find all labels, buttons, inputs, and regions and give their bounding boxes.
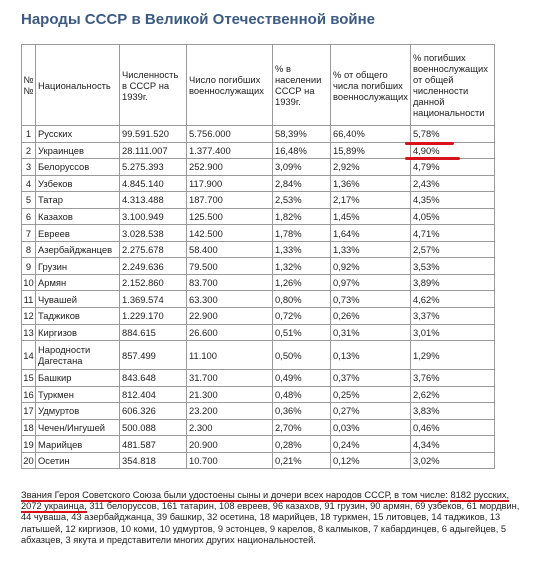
row-dead-percent: 1,36% (331, 175, 411, 192)
row-dead-of-nationality-percent: 0,46% (410, 419, 494, 436)
row-population: 3.100.949 (120, 208, 187, 225)
row-dead-soldiers: 63.300 (187, 291, 273, 308)
row-number: 4 (22, 175, 36, 192)
row-nationality: Грузин (36, 258, 120, 275)
table-row (22, 324, 495, 341)
row-dead-percent: 1,45% (331, 208, 411, 225)
row-dead-of-nationality-percent: 4,90% (410, 142, 494, 159)
row-dead-percent: 0,37% (331, 370, 411, 387)
row-dead-percent: 0,26% (331, 308, 411, 325)
row-number: 20 (22, 452, 36, 469)
table-row (22, 386, 495, 403)
row-number: 11 (22, 291, 36, 308)
row-number: 13 (22, 324, 36, 341)
row-dead-of-nationality-percent: 3,01% (410, 324, 494, 341)
row-dead-soldiers: 2.300 (187, 419, 273, 436)
row-dead-percent: 0,25% (331, 386, 411, 403)
row-nationality: Евреев (36, 225, 120, 242)
row-dead-of-nationality-percent: 4,71% (410, 225, 494, 242)
row-dead-percent: 1,33% (331, 241, 411, 258)
row-population-percent: 1,26% (273, 274, 331, 291)
row-dead-soldiers: 252.900 (187, 159, 273, 176)
row-population: 4.313.488 (120, 192, 187, 209)
row-dead-of-nationality-percent: 2,57% (410, 241, 494, 258)
row-nationality: Украинцев (36, 142, 120, 159)
row-dead-of-nationality-percent: 3,83% (410, 403, 494, 420)
row-dead-percent: 15,89% (331, 142, 411, 159)
row-nationality: Белоруссов (36, 159, 120, 176)
row-population: 2.275.678 (120, 241, 187, 258)
row-population-percent: 0,48% (273, 386, 331, 403)
table-row (22, 370, 495, 387)
row-population-percent: 1,82% (273, 208, 331, 225)
row-dead-percent: 0,92% (331, 258, 411, 275)
row-dead-soldiers: 79.500 (187, 258, 273, 275)
row-dead-soldiers: 11.100 (187, 341, 273, 370)
row-nationality: Туркмен (36, 386, 120, 403)
row-nationality: Чечен/Ингушей (36, 419, 120, 436)
row-population: 812.404 (120, 386, 187, 403)
row-population-percent: 2,53% (273, 192, 331, 209)
table-row (22, 126, 495, 143)
row-number: 5 (22, 192, 36, 209)
row-number: 7 (22, 225, 36, 242)
row-number: 6 (22, 208, 36, 225)
row-dead-soldiers: 26.600 (187, 324, 273, 341)
row-number: 9 (22, 258, 36, 275)
table-row (22, 241, 495, 258)
row-dead-of-nationality-percent: 3,89% (410, 274, 494, 291)
row-dead-percent: 0,73% (331, 291, 411, 308)
table-row (22, 308, 495, 325)
header-number: № № (22, 45, 36, 126)
row-nationality: Башкир (36, 370, 120, 387)
row-dead-soldiers: 22.900 (187, 308, 273, 325)
row-number: 17 (22, 403, 36, 420)
row-dead-soldiers: 21.300 (187, 386, 273, 403)
row-dead-of-nationality-percent: 3,53% (410, 258, 494, 275)
row-dead-soldiers: 23.200 (187, 403, 273, 420)
row-population-percent: 0,72% (273, 308, 331, 325)
table-row (22, 341, 495, 370)
row-population-percent: 1,32% (273, 258, 331, 275)
row-dead-of-nationality-percent: 2,62% (410, 386, 494, 403)
row-nationality: Народности Дагестана (36, 341, 120, 370)
row-nationality: Таджиков (36, 308, 120, 325)
row-dead-of-nationality-percent: 5,78% (410, 126, 494, 143)
row-dead-soldiers: 142.500 (187, 225, 273, 242)
row-dead-of-nationality-percent: 3,02% (410, 452, 494, 469)
table-row (22, 274, 495, 291)
row-dead-soldiers: 187.700 (187, 192, 273, 209)
row-dead-soldiers: 83.700 (187, 274, 273, 291)
row-population-percent: 58,39% (273, 126, 331, 143)
table-row (22, 452, 495, 469)
row-number: 14 (22, 341, 36, 370)
row-population-percent: 0,50% (273, 341, 331, 370)
row-dead-percent: 0,03% (331, 419, 411, 436)
row-number: 12 (22, 308, 36, 325)
row-nationality: Узбеков (36, 175, 120, 192)
row-population: 857.499 (120, 341, 187, 370)
table-row (22, 436, 495, 453)
footnote-intro: Звания Героя Советского Союза были удостоены сыны и дочери всех народов СССР, в том числе: (21, 490, 448, 500)
row-population-percent: 0,28% (273, 436, 331, 453)
row-number: 19 (22, 436, 36, 453)
row-nationality: Русских (36, 126, 120, 143)
row-number: 8 (22, 241, 36, 258)
row-number: 10 (22, 274, 36, 291)
row-population: 481.587 (120, 436, 187, 453)
row-nationality: Татар (36, 192, 120, 209)
row-nationality: Удмуртов (36, 403, 120, 420)
row-number: 18 (22, 419, 36, 436)
header-dead-percent: % от общего числа погибших военнослужащих (331, 45, 411, 126)
row-dead-percent: 0,12% (331, 452, 411, 469)
row-population: 99.591.520 (120, 126, 187, 143)
nationalities-table (21, 44, 495, 469)
row-population: 1.229.170 (120, 308, 187, 325)
row-dead-of-nationality-percent: 3,76% (410, 370, 494, 387)
row-dead-soldiers: 10.700 (187, 452, 273, 469)
row-population-percent: 0,36% (273, 403, 331, 420)
footnote-rest: 311 белоруссов, 161 татарин, 108 евреев, 96 казахов, 91 грузин, 90 армян, 69 узбеков, 61 мордвин, 44 чуваша, 43 азербайджанца, 39 башкир, 32 осетина, 18 марийцев, 18 туркмен, 15 литовцев, 14 таджиков, 13 латышей, 12 киргизов, 10 коми, 10 удмуртов, 9 эстонцев, 9 карелов, 8 калмыков, 7 кабардинцев, 6 адыгейцев, 5 абхазцев, 3 якута и представители многих других национальностей. (21, 501, 520, 545)
row-dead-percent: 0,24% (331, 436, 411, 453)
row-population-percent: 2,84% (273, 175, 331, 192)
row-dead-percent: 0,97% (331, 274, 411, 291)
header-population-percent: % в населении СССР на 1939г. (273, 45, 331, 126)
row-nationality: Казахов (36, 208, 120, 225)
row-dead-percent: 2,17% (331, 192, 411, 209)
row-dead-of-nationality-percent: 2,43% (410, 175, 494, 192)
header-nationality: Национальность (36, 45, 120, 126)
footnote-russians: 8182 русских, (450, 490, 510, 500)
row-population: 5.275.393 (120, 159, 187, 176)
row-dead-of-nationality-percent: 4,62% (410, 291, 494, 308)
row-nationality: Осетин (36, 452, 120, 469)
row-population: 354.818 (120, 452, 187, 469)
row-nationality: Армян (36, 274, 120, 291)
row-number: 3 (22, 159, 36, 176)
row-dead-percent: 1,64% (331, 225, 411, 242)
table-row (22, 175, 495, 192)
row-population-percent: 0,21% (273, 452, 331, 469)
row-dead-soldiers: 125.500 (187, 208, 273, 225)
row-population-percent: 0,80% (273, 291, 331, 308)
row-number: 1 (22, 126, 36, 143)
row-population-percent: 16,48% (273, 142, 331, 159)
row-population-percent: 0,51% (273, 324, 331, 341)
row-population: 28.111.007 (120, 142, 187, 159)
table-row (22, 159, 495, 176)
table-row (22, 208, 495, 225)
row-dead-of-nationality-percent: 3,37% (410, 308, 494, 325)
row-number: 15 (22, 370, 36, 387)
page-title: Народы СССР в Великой Отечественной войне (21, 11, 376, 28)
row-dead-percent: 0,27% (331, 403, 411, 420)
table-row (22, 403, 495, 420)
row-nationality: Чувашей (36, 291, 120, 308)
row-dead-soldiers: 31.700 (187, 370, 273, 387)
row-dead-percent: 0,31% (331, 324, 411, 341)
row-population: 500.088 (120, 419, 187, 436)
row-dead-of-nationality-percent: 4,05% (410, 208, 494, 225)
row-nationality: Киргизов (36, 324, 120, 341)
row-dead-soldiers: 5.756.000 (187, 126, 273, 143)
row-number: 2 (22, 142, 36, 159)
row-dead-soldiers: 20.900 (187, 436, 273, 453)
row-dead-of-nationality-percent: 4,34% (410, 436, 494, 453)
table-row (22, 225, 495, 242)
heroes-footnote (21, 490, 523, 546)
row-dead-of-nationality-percent: 4,35% (410, 192, 494, 209)
row-dead-of-nationality-percent: 1,29% (410, 341, 494, 370)
row-population: 2.152.860 (120, 274, 187, 291)
row-population: 3.028.538 (120, 225, 187, 242)
nationalities-table-container (21, 44, 495, 469)
row-dead-percent: 2,92% (331, 159, 411, 176)
row-population-percent: 1,33% (273, 241, 331, 258)
header-population: Численность в СССР на 1939г. (120, 45, 187, 126)
row-population: 2.249.636 (120, 258, 187, 275)
row-nationality: Марийцев (36, 436, 120, 453)
row-population: 843.648 (120, 370, 187, 387)
header-dead-of-nationality-percent: % погибших военнослужащих от общей численности данной национальности (410, 45, 494, 126)
row-dead-percent: 0,13% (331, 341, 411, 370)
row-population-percent: 1,78% (273, 225, 331, 242)
table-row (22, 258, 495, 275)
row-population: 1.369.574 (120, 291, 187, 308)
row-population-percent: 2,70% (273, 419, 331, 436)
row-population-percent: 0,49% (273, 370, 331, 387)
row-dead-soldiers: 1.377.400 (187, 142, 273, 159)
footnote-ukrainians: 2072 украинца, (21, 501, 87, 512)
row-number: 16 (22, 386, 36, 403)
row-population: 4.845.140 (120, 175, 187, 192)
row-population: 606.326 (120, 403, 187, 420)
row-dead-percent: 66,40% (331, 126, 411, 143)
table-body (22, 126, 495, 469)
row-dead-soldiers: 58.400 (187, 241, 273, 258)
header-dead-soldiers: Число погибших военнослужащих (187, 45, 273, 126)
row-dead-of-nationality-percent: 4,79% (410, 159, 494, 176)
table-header-row (22, 45, 495, 126)
highlight-mark-ukrainians (405, 157, 460, 160)
highlight-mark-russians (405, 142, 454, 145)
row-nationality: Азербайджанцев (36, 241, 120, 258)
row-dead-soldiers: 117.900 (187, 175, 273, 192)
table-row (22, 419, 495, 436)
table-row (22, 192, 495, 209)
row-population: 884.615 (120, 324, 187, 341)
table-row (22, 291, 495, 308)
row-population-percent: 3,09% (273, 159, 331, 176)
